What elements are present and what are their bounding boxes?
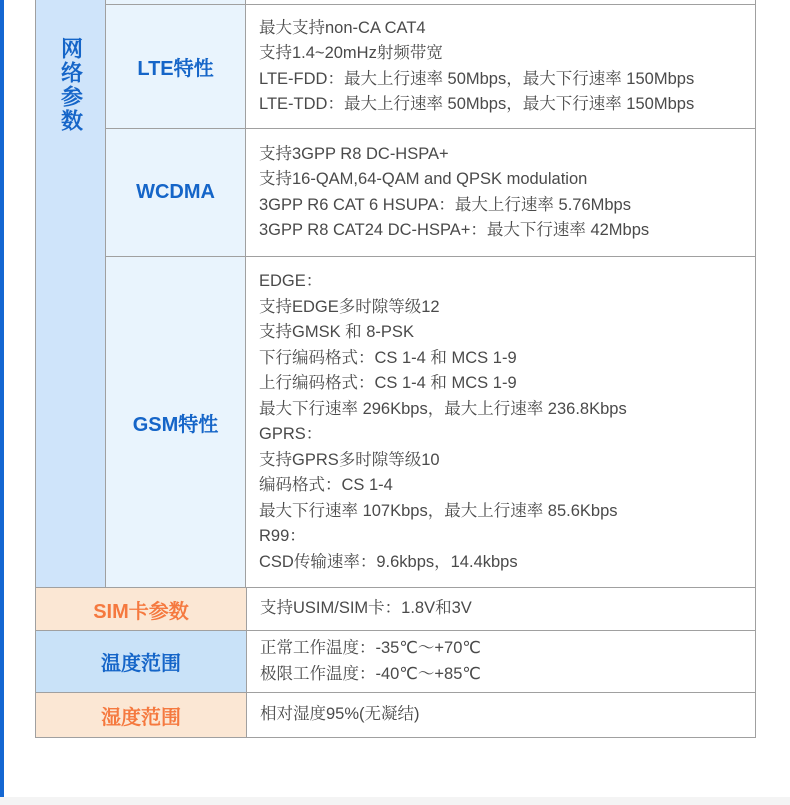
- spec-line: 支持1.4~20mHz射频带宽: [259, 44, 443, 62]
- row-content-cell: [247, 693, 755, 737]
- spec-line: 最大下行速率 296Kbps，最大上行速率 236.8Kbps: [259, 399, 627, 418]
- row-label-cell: [106, 5, 246, 128]
- left-accent-bar: [0, 0, 4, 797]
- row-label: 温度范围: [101, 653, 181, 675]
- row-content-cell: [247, 631, 755, 692]
- row-label-cell: [106, 129, 246, 256]
- row-content-cell: [246, 129, 755, 256]
- spec-line: 3GPP R8 CAT24 DC-HSPA+：最大下行速率 42Mbps: [259, 221, 650, 239]
- row-label: SIM卡参数: [93, 600, 189, 623]
- spec-line: 支持GPRS多时隙等级10: [259, 450, 440, 469]
- spec-line: LTE-FDD：最大上行速率 50Mbps，最大下行速率 150Mbps: [259, 69, 695, 88]
- row-content-cell: [246, 5, 755, 128]
- table-row-temperature: [36, 630, 755, 692]
- table-row-wcdma: [106, 128, 755, 256]
- row-content-cell: [247, 588, 755, 630]
- row-label: GSM特性: [132, 413, 219, 436]
- network-params-rows: [106, 0, 755, 587]
- table-row-gsm: [106, 256, 755, 587]
- spec-line: 上行编码格式：CS 1-4 和 MCS 1-9: [259, 374, 517, 392]
- spec-line: 相对湿度95%(无凝结): [260, 705, 420, 724]
- bottom-divider-strip: [0, 797, 790, 805]
- row-label: 湿度范围: [101, 706, 181, 729]
- spec-line: 支持EDGE多时隙等级12: [259, 297, 440, 316]
- row-label-cell: [36, 631, 247, 692]
- group-header-label: 网络参数: [58, 37, 84, 133]
- table-row-sim: [36, 587, 755, 630]
- spec-line: 支持16-QAM,64-QAM and QPSK modulation: [259, 170, 588, 188]
- spec-line: CSD传输速率：9.6kbps，14.4kbps: [259, 552, 518, 571]
- spec-line: R99：: [259, 527, 306, 545]
- spec-line: 编码格式：CS 1-4: [259, 476, 393, 494]
- row-label-cell: [106, 257, 246, 587]
- table-row-lte: [106, 4, 755, 128]
- spec-line: LTE-TDD：最大上行速率 50Mbps，最大下行速率 150Mbps: [259, 95, 695, 113]
- spec-line: 支持USIM/SIM卡：1.8V和3V: [260, 599, 472, 618]
- spec-line: 最大支持non-CA CAT4: [259, 18, 426, 37]
- group-header-cell: [36, 0, 106, 587]
- spec-line: 极限工作温度：-40℃～+85℃: [260, 664, 481, 683]
- row-label-cell: [36, 693, 247, 737]
- spec-line: 支持3GPP R8 DC-HSPA+: [259, 144, 449, 163]
- spec-line: EDGE：: [259, 272, 323, 290]
- spec-line: 正常工作温度：-35℃～+70℃: [260, 639, 481, 657]
- row-label: LTE特性: [137, 58, 214, 80]
- table-row-humidity: [36, 692, 755, 737]
- spec-line: 3GPP R6 CAT 6 HSUPA：最大上行速率 5.76Mbps: [259, 195, 631, 214]
- spec-line: 下行编码格式：CS 1-4 和 MCS 1-9: [259, 348, 517, 367]
- row-label-cell: [36, 588, 247, 630]
- spec-table: [35, 0, 756, 738]
- spec-line: 最大下行速率 107Kbps，最大上行速率 85.6Kbps: [259, 501, 618, 520]
- spec-line: GPRS：: [259, 425, 323, 443]
- spec-line: 支持GMSK 和 8-PSK: [259, 323, 414, 341]
- row-content-cell: [246, 257, 755, 587]
- network-params-section: [36, 0, 755, 587]
- row-label: WCDMA: [136, 181, 215, 203]
